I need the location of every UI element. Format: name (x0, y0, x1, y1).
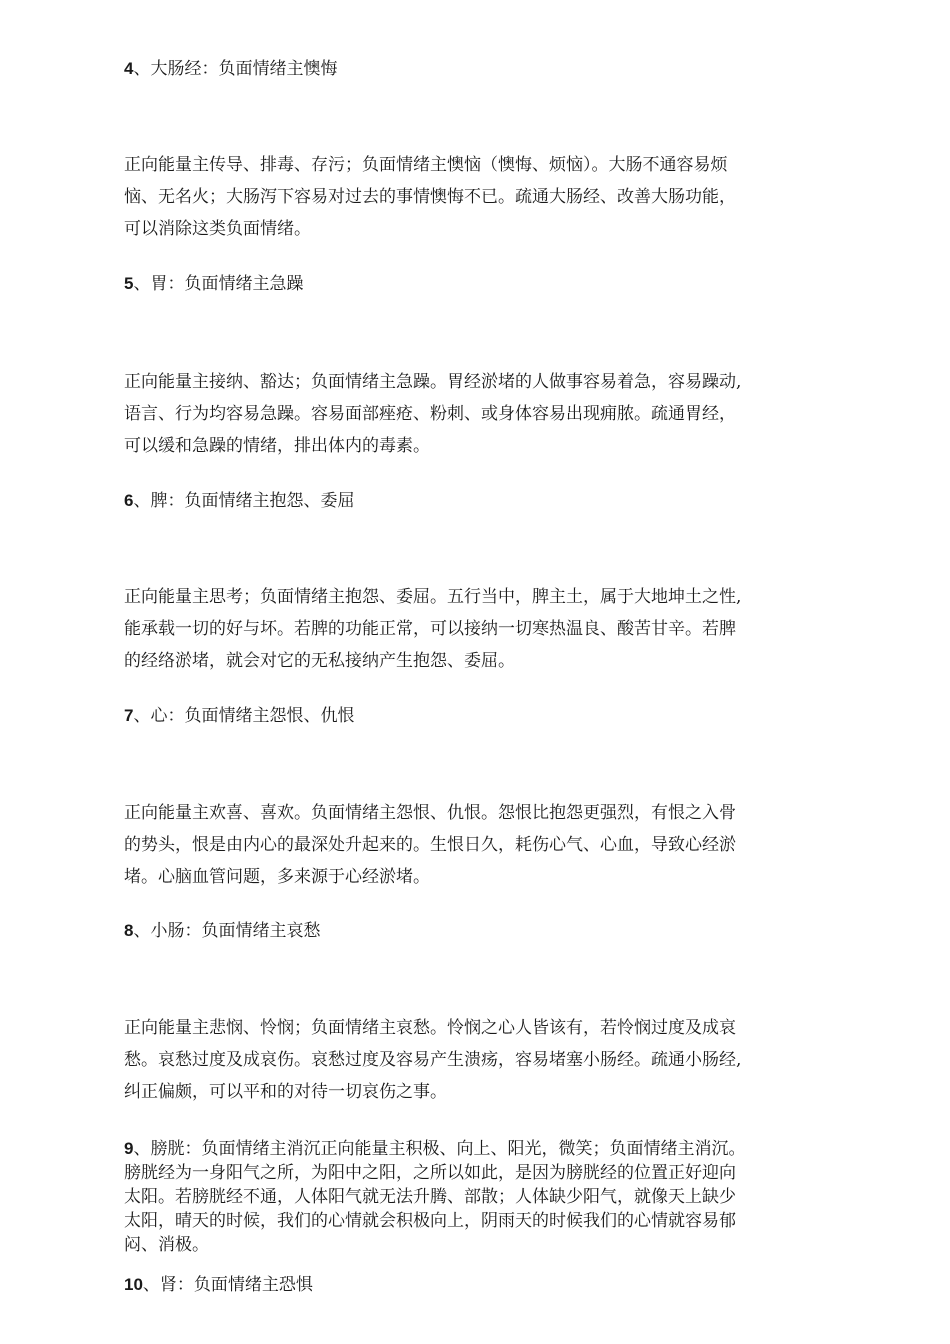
paragraph-line: 膀胱经为一身阳气之所，为阳中之阳，之所以如此，是因为膀胱经的位置正好迎向 (124, 1163, 736, 1183)
paragraph-line: 可以消除这类负面情绪。 (124, 219, 311, 239)
paragraph-line: 纠正偏颇，可以平和的对待一切哀伤之事。 (124, 1082, 447, 1102)
section-paragraph-6 (124, 581, 824, 677)
section-title: 、脾：负面情绪主抱怨、委屈 (133, 491, 355, 511)
section-title: 、大肠经：负面情绪主懊悔 (133, 59, 338, 79)
section-heading-8 (124, 919, 320, 943)
section-paragraph-8 (124, 1012, 824, 1108)
section-number: 6 (124, 491, 134, 510)
paragraph-line: 的势头，恨是由内心的最深处升起来的。生恨日久，耗伤心气、心血，导致心经淤 (124, 835, 736, 855)
section-title: 、膀胱：负面情绪主消沉正向能量主积极、向上、阳光，微笑；负面情绪主消沉。 (133, 1139, 746, 1159)
section-paragraph-4 (124, 149, 824, 245)
paragraph-line: 太阳，晴天的时候，我们的心情就会积极向上，阴雨天的时候我们的心情就容易郁 (124, 1211, 736, 1231)
section-number: 10 (124, 1275, 143, 1294)
paragraph-line: 正向能量主欢喜、喜欢。负面情绪主怨恨、仇恨。怨恨比抱怨更强烈，有恨之入骨 (124, 803, 736, 823)
section-heading-5 (124, 272, 303, 296)
section-number: 8 (124, 921, 134, 940)
paragraph-line: 闷、消极。 (124, 1235, 209, 1255)
paragraph-line: 太阳。若膀胱经不通，人体阳气就无法升腾、部散；人体缺少阳气，就像天上缺少 (124, 1187, 736, 1207)
paragraph-line: 的经络淤堵，就会对它的无私接纳产生抱怨、委屈。 (124, 651, 515, 671)
paragraph-line: 正向能量主接纳、豁达；负面情绪主急躁。胃经淤堵的人做事容易着急，容易躁动, (124, 372, 742, 392)
section-title: 、肾：负面情绪主恐惧 (142, 1275, 313, 1295)
section-title: 、小肠：负面情绪主哀愁 (133, 921, 321, 941)
paragraph-line: 愁。哀愁过度及成哀伤。哀愁过度及容易产生溃疡，容易堵塞小肠经。疏通小肠经, (124, 1050, 742, 1070)
paragraph-line: 恼、无名火；大肠泻下容易对过去的事情懊悔不已。疏通大肠经、改善大肠功能， (124, 187, 736, 207)
section-paragraph-7 (124, 797, 824, 893)
paragraph-line: 可以缓和急躁的情绪，排出体内的毒素。 (124, 436, 430, 456)
section-title: 、心：负面情绪主怨恨、仇恨 (133, 706, 355, 726)
paragraph-line: 堵。心脑血管问题，多来源于心经淤堵。 (124, 867, 430, 887)
section-number: 5 (124, 274, 134, 293)
paragraph-line: 能承载一切的好与坏。若脾的功能正常，可以接纳一切寒热温良、酸苦甘辛。若脾 (124, 619, 736, 639)
section-heading-7 (124, 704, 354, 728)
section-heading-10 (124, 1273, 313, 1297)
paragraph-line: 语言、行为均容易急躁。容易面部痤疮、粉刺、或身体容易出现痈脓。疏通胃经， (124, 404, 736, 424)
paragraph-line-first (124, 1137, 824, 1161)
section-number: 7 (124, 706, 134, 725)
section-paragraph-9 (124, 1137, 824, 1257)
section-number: 4 (124, 59, 134, 78)
section-heading-4 (124, 57, 337, 81)
paragraph-line: 正向能量主思考；负面情绪主抱怨、委屈。五行当中，脾主土，属于大地坤土之性, (124, 587, 742, 607)
section-title: 、胃：负面情绪主急躁 (133, 274, 304, 294)
section-heading-6 (124, 489, 354, 513)
section-number: 9 (124, 1139, 134, 1158)
paragraph-line: 正向能量主传导、排毒、存污；负面情绪主懊恼（懊悔、烦恼）。大肠不通容易烦 (124, 155, 728, 175)
section-paragraph-5 (124, 366, 824, 462)
paragraph-line: 正向能量主悲悯、怜悯；负面情绪主哀愁。怜悯之心人皆该有，若怜悯过度及成哀 (124, 1018, 736, 1038)
